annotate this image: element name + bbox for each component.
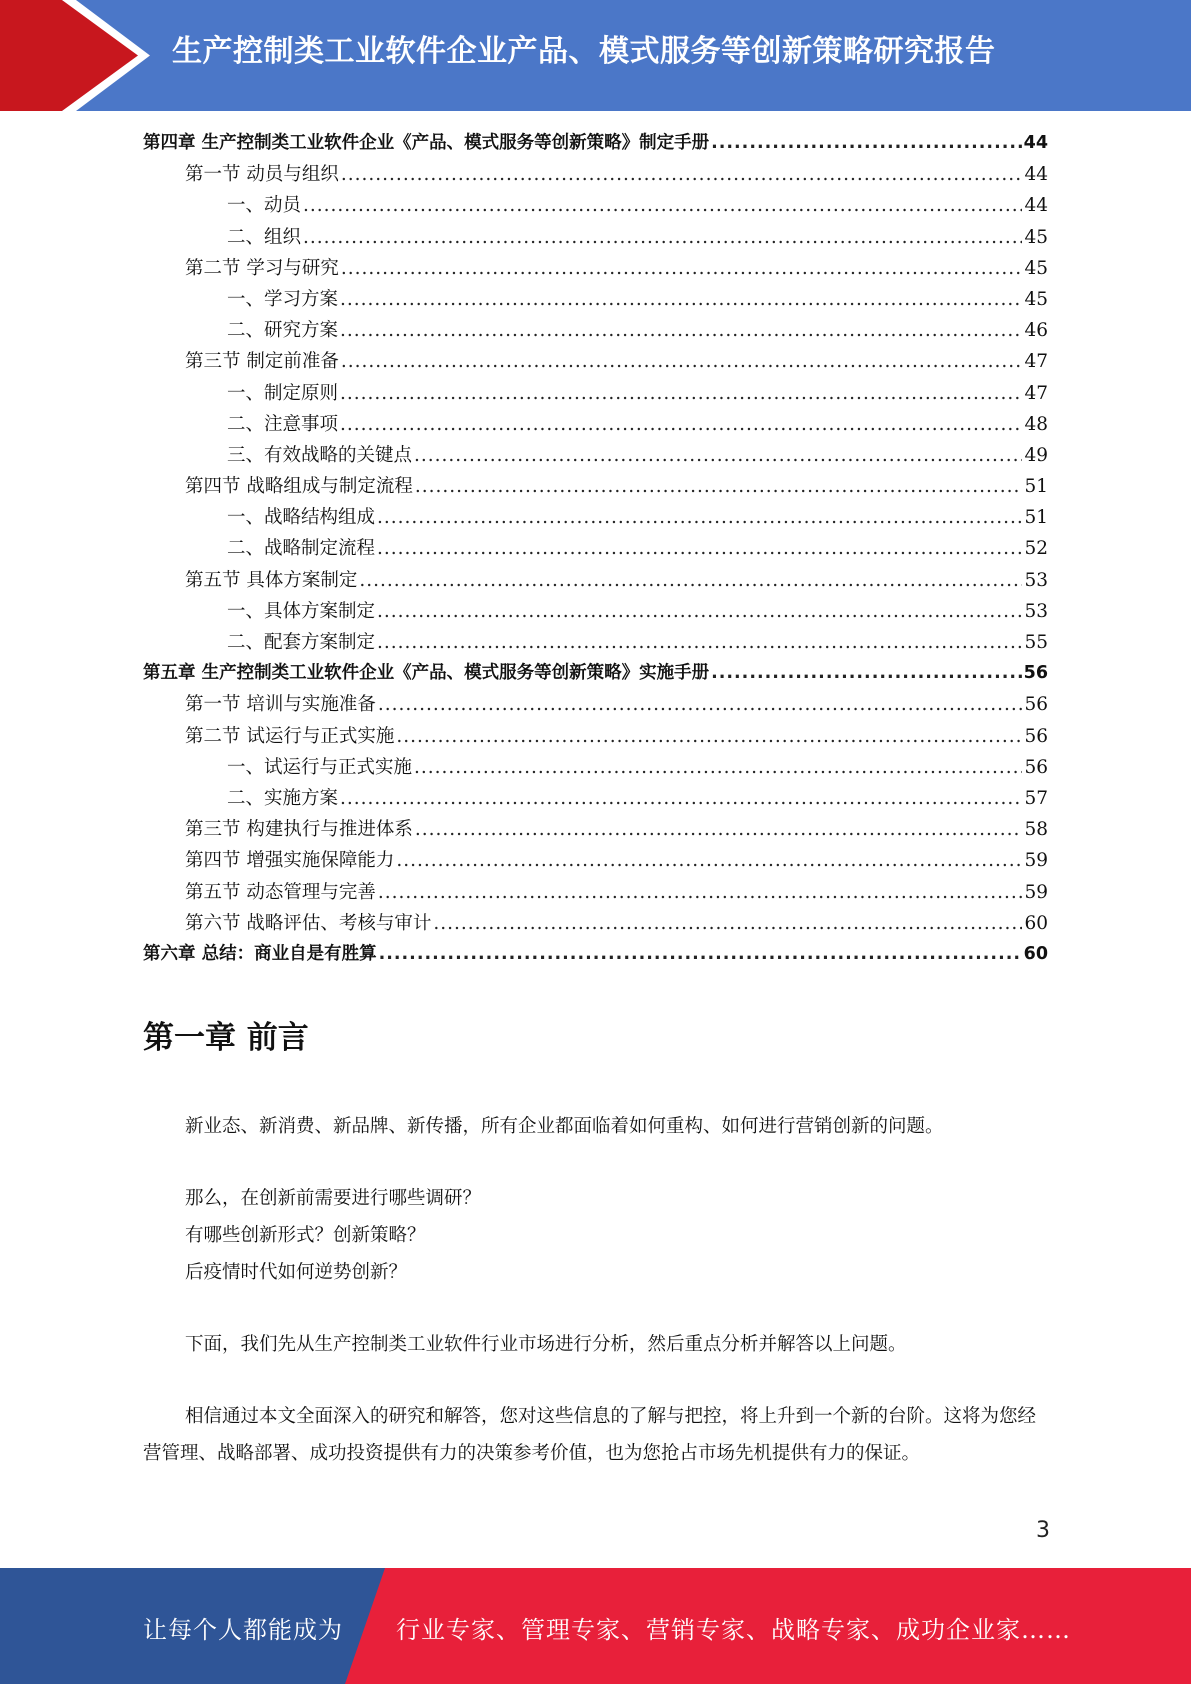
toc-entry[interactable] bbox=[143, 939, 1048, 970]
toc-entry-page: 60 bbox=[1023, 943, 1048, 964]
toc-leader-dots bbox=[711, 128, 1022, 159]
toc-entry-page: 53 bbox=[1024, 600, 1048, 622]
toc-entry-title: 第三节 构建执行与推进体系 bbox=[185, 819, 413, 841]
toc-entry-page: 44 bbox=[1024, 164, 1048, 186]
toc-entry-title: 一、学习方案 bbox=[227, 288, 339, 310]
toc-entry[interactable] bbox=[143, 565, 1048, 596]
toc-entry-page: 52 bbox=[1024, 538, 1048, 560]
toc-leader-dots bbox=[414, 440, 1022, 471]
header-arrow-icon bbox=[0, 0, 160, 111]
page-header bbox=[0, 0, 1191, 111]
question-line: 那么，在创新前需要进行哪些调研？ bbox=[185, 1188, 482, 1209]
toc-entry-page: 46 bbox=[1024, 320, 1048, 342]
toc-leader-dots bbox=[396, 721, 1022, 752]
toc-entry-title: 一、动员 bbox=[227, 195, 302, 217]
toc-leader-dots bbox=[433, 908, 1022, 939]
toc-entry[interactable] bbox=[143, 346, 1048, 377]
toc-entry-page: 56 bbox=[1024, 756, 1048, 778]
page-footer bbox=[0, 1568, 1191, 1684]
paragraph: 下面，我们先从生产控制类工业软件行业市场进行分析，然后重点分析并解答以上问题。 bbox=[185, 1334, 907, 1355]
toc-entry[interactable] bbox=[143, 877, 1048, 908]
toc-leader-dots bbox=[377, 502, 1022, 533]
toc-entry[interactable] bbox=[143, 159, 1048, 190]
toc-entry-page: 59 bbox=[1024, 850, 1048, 872]
toc-entry-page: 48 bbox=[1024, 413, 1048, 435]
toc-leader-dots bbox=[379, 939, 1022, 970]
footer-slogan-left: 让每个人都能成为 bbox=[143, 1616, 343, 1644]
toc-entry-page: 60 bbox=[1024, 912, 1048, 934]
toc-entry-title: 第四章 生产控制类工业软件企业《产品、模式服务等创新策略》制定手册 bbox=[143, 133, 710, 153]
toc-entry-page: 47 bbox=[1024, 382, 1048, 404]
toc-entry-page: 44 bbox=[1023, 133, 1048, 153]
toc-leader-dots bbox=[415, 471, 1023, 502]
toc-leader-dots bbox=[340, 284, 1022, 315]
toc-entry[interactable] bbox=[143, 378, 1048, 409]
toc-entry-title: 一、具体方案制定 bbox=[227, 600, 376, 622]
toc-leader-dots bbox=[340, 315, 1022, 346]
toc-leader-dots bbox=[711, 658, 1022, 689]
toc-leader-dots bbox=[377, 596, 1022, 627]
header-title: 生产控制类工业软件企业产品、模式服务等创新策略研究报告 bbox=[172, 34, 996, 69]
question-line: 有哪些创新形式？创新策略？ bbox=[185, 1225, 426, 1246]
toc-entry[interactable] bbox=[143, 253, 1048, 284]
toc-entry-page: 51 bbox=[1024, 507, 1048, 529]
toc-entry-page: 55 bbox=[1024, 632, 1048, 653]
toc-entry-page: 56 bbox=[1023, 663, 1048, 684]
toc-entry-page: 45 bbox=[1024, 226, 1048, 248]
toc-entry[interactable] bbox=[143, 689, 1048, 720]
toc-entry-page: 51 bbox=[1024, 476, 1048, 498]
toc-entry-title: 二、注意事项 bbox=[227, 413, 339, 435]
toc-entry-page: 58 bbox=[1024, 819, 1048, 841]
toc-leader-dots bbox=[303, 222, 1022, 253]
toc-entry-title: 第一节 动员与组织 bbox=[185, 164, 339, 186]
toc-entry-title: 一、制定原则 bbox=[227, 382, 339, 404]
toc-leader-dots bbox=[341, 346, 1023, 377]
toc-entry[interactable] bbox=[143, 222, 1048, 253]
toc-entry[interactable] bbox=[143, 627, 1048, 658]
toc-entry[interactable] bbox=[143, 658, 1048, 689]
toc-entry-page: 49 bbox=[1024, 444, 1048, 466]
toc-entry[interactable] bbox=[143, 908, 1048, 939]
toc-entry-page: 53 bbox=[1024, 569, 1048, 591]
toc-entry-title: 二、战略制定流程 bbox=[227, 538, 376, 560]
toc-leader-dots bbox=[415, 814, 1023, 845]
toc-entry-title: 第二节 学习与研究 bbox=[185, 257, 339, 279]
toc-entry-title: 第四节 战略组成与制定流程 bbox=[185, 476, 413, 498]
toc-entry-title: 二、研究方案 bbox=[227, 320, 339, 342]
toc-entry-title: 二、组织 bbox=[227, 226, 302, 248]
paragraph: 新业态、新消费、新品牌、新传播，所有企业都面临着如何重构、如何进行营销创新的问题。 bbox=[185, 1116, 944, 1137]
toc-entry-page: 57 bbox=[1024, 787, 1048, 809]
page-number: 3 bbox=[1036, 1518, 1050, 1543]
toc-entry-title: 一、战略结构组成 bbox=[227, 507, 376, 529]
toc-leader-dots bbox=[378, 689, 1023, 720]
toc-entry-page: 44 bbox=[1024, 195, 1048, 217]
toc-entry-title: 第五节 动态管理与完善 bbox=[185, 881, 376, 903]
toc-entry[interactable] bbox=[143, 128, 1048, 159]
toc-entry[interactable] bbox=[143, 596, 1048, 627]
toc-entry-page: 56 bbox=[1024, 725, 1048, 747]
toc-leader-dots bbox=[378, 877, 1023, 908]
footer-slogan-right: 行业专家、管理专家、营销专家、战略专家、成功企业家…… bbox=[396, 1616, 1071, 1644]
toc-entry-page: 47 bbox=[1024, 351, 1048, 373]
toc-entry-title: 第三节 制定前准备 bbox=[185, 351, 339, 373]
body-text bbox=[143, 1108, 1048, 1472]
toc-entry[interactable] bbox=[143, 845, 1048, 876]
toc-entry[interactable] bbox=[143, 533, 1048, 564]
toc-entry[interactable] bbox=[143, 284, 1048, 315]
toc-entry-title: 二、配套方案制定 bbox=[227, 632, 376, 653]
toc-entry-title: 第一节 培训与实施准备 bbox=[185, 694, 376, 716]
toc-entry[interactable] bbox=[143, 752, 1048, 783]
toc-entry-title: 第六节 战略评估、考核与审计 bbox=[185, 912, 432, 934]
toc-entry[interactable] bbox=[143, 502, 1048, 533]
toc-entry-page: 45 bbox=[1024, 288, 1048, 310]
paragraph: 相信通过本文全面深入的研究和解答，您对这些信息的了解与把控，将上升到一个新的台阶。这将为您经营管理、战略部署、成功投资提供有力的决策参考价值，也为您抢占市场先机提供有力的保证。 bbox=[143, 1406, 1037, 1464]
toc-leader-dots bbox=[396, 845, 1022, 876]
chapter-title: 第一章 前言 bbox=[143, 1020, 309, 1056]
toc-entry-title: 第四节 增强实施保障能力 bbox=[185, 850, 395, 872]
toc-entry-title: 第六章 总结：商业自是有胜算 bbox=[143, 943, 377, 964]
toc-entry-title: 第二节 试运行与正式实施 bbox=[185, 725, 395, 747]
question-line: 后疫情时代如何逆势创新？ bbox=[185, 1262, 408, 1283]
toc-leader-dots bbox=[359, 565, 1022, 596]
toc-entry[interactable] bbox=[143, 315, 1048, 346]
toc-leader-dots bbox=[377, 627, 1022, 658]
table-of-contents bbox=[143, 128, 1048, 970]
toc-entry[interactable] bbox=[143, 409, 1048, 440]
toc-entry[interactable] bbox=[143, 440, 1048, 471]
toc-leader-dots bbox=[340, 783, 1022, 814]
toc-entry[interactable] bbox=[143, 814, 1048, 845]
toc-entry-title: 三、有效战略的关键点 bbox=[227, 444, 413, 466]
toc-leader-dots bbox=[340, 378, 1022, 409]
toc-entry-title: 一、试运行与正式实施 bbox=[227, 756, 413, 778]
toc-leader-dots bbox=[341, 159, 1023, 190]
toc-entry-title: 第五节 具体方案制定 bbox=[185, 569, 358, 591]
toc-leader-dots bbox=[341, 253, 1023, 284]
toc-entry[interactable] bbox=[143, 190, 1048, 221]
toc-entry-title: 第五章 生产控制类工业软件企业《产品、模式服务等创新策略》实施手册 bbox=[143, 663, 710, 684]
toc-leader-dots bbox=[414, 752, 1022, 783]
toc-entry[interactable] bbox=[143, 721, 1048, 752]
toc-leader-dots bbox=[377, 533, 1022, 564]
toc-leader-dots bbox=[303, 190, 1022, 221]
toc-entry-page: 59 bbox=[1024, 881, 1048, 903]
toc-entry[interactable] bbox=[143, 783, 1048, 814]
toc-entry[interactable] bbox=[143, 471, 1048, 502]
toc-entry-page: 45 bbox=[1024, 257, 1048, 279]
toc-entry-page: 56 bbox=[1024, 694, 1048, 716]
toc-entry-title: 二、实施方案 bbox=[227, 787, 339, 809]
toc-leader-dots bbox=[340, 409, 1022, 440]
